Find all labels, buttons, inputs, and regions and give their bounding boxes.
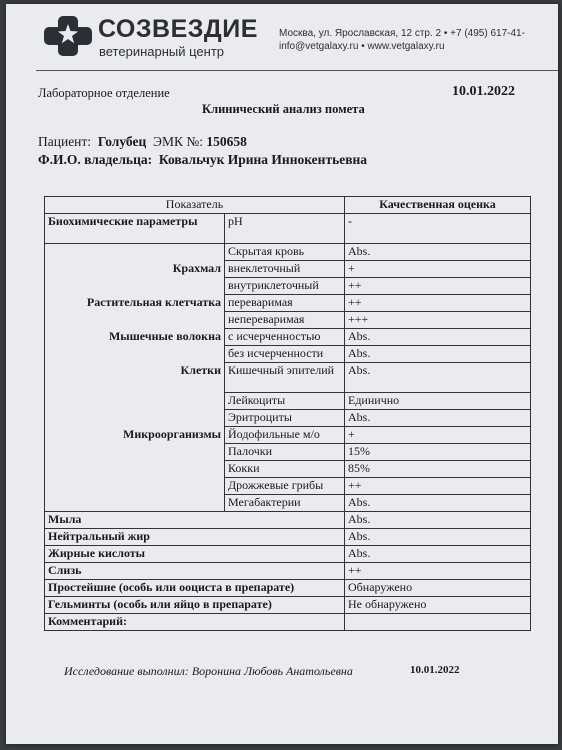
row-value: Abs. [345, 546, 531, 563]
table-row [45, 580, 531, 597]
group-label-muscle: Мышечные волокна [45, 329, 225, 346]
header-divider [36, 70, 558, 71]
department-label: Лабораторное отделение [38, 86, 170, 100]
group-label-starch: Крахмал [45, 261, 225, 278]
row-name: Палочки [225, 444, 345, 461]
table-row [45, 346, 531, 363]
report-title: Клинический анализ помета [202, 102, 365, 116]
emk-label: ЭМК №: [153, 134, 203, 149]
table-row [45, 312, 531, 329]
column-header-indicator: Показатель [45, 197, 345, 214]
row-name: Кишечный эпителий [225, 363, 345, 393]
row-label-mucus: Слизь [45, 563, 225, 580]
row-name: непереваримая [225, 312, 345, 329]
table-row [45, 393, 531, 410]
owner-name: Ковальчук Ирина Иннокентьевна [158, 152, 368, 167]
row-name: Мегабактерии [225, 495, 345, 512]
row-name: переваримая [225, 295, 345, 312]
row-value: ++ [345, 278, 531, 295]
table-row [45, 461, 531, 478]
performer-name: Воронина Любовь Анатольевна [191, 664, 353, 678]
clinic-name: СОЗВЕЗДИЕ [98, 15, 258, 43]
row-name: pH [225, 214, 345, 244]
row-value [345, 614, 531, 631]
row-label-helminths: Гельминты (особь или яйцо в препарате) [45, 597, 345, 614]
table-row [45, 512, 531, 529]
row-name: внеклеточный [225, 261, 345, 278]
row-value: Abs. [345, 529, 531, 546]
row-value: ++ [345, 563, 531, 580]
row-name: Дрожжевые грибы [225, 478, 345, 495]
table-row [45, 597, 531, 614]
owner-line [38, 152, 367, 168]
table-row [45, 495, 531, 512]
row-label-soaps: Мыла [45, 512, 225, 529]
table-row [45, 214, 531, 244]
table-row [45, 478, 531, 495]
table-row [45, 261, 531, 278]
row-value: ++ [345, 478, 531, 495]
clinic-address-phone: Москва, ул. Ярославская, 12 стр. 2 • +7 (495) 617-41- [279, 28, 525, 39]
row-name: внутриклеточный [225, 278, 345, 295]
row-value: Не обнаружено [345, 597, 531, 614]
results-table [44, 196, 531, 631]
table-row [45, 444, 531, 461]
row-name: Кокки [225, 461, 345, 478]
row-label-comment: Комментарий: [45, 614, 345, 631]
table-row [45, 529, 531, 546]
group-label-fiber: Растительная клетчатка [45, 295, 225, 312]
row-value: Abs. [345, 363, 531, 393]
row-value: 85% [345, 461, 531, 478]
table-row [45, 244, 531, 261]
emk-number: 150658 [206, 134, 247, 149]
row-value: Abs. [345, 244, 531, 261]
clinic-logo-icon [44, 16, 92, 56]
table-row [45, 329, 531, 346]
table-row [45, 614, 531, 631]
table-row [45, 295, 531, 312]
row-value: + [345, 261, 531, 278]
row-value: Abs. [345, 512, 531, 529]
row-value: Abs. [345, 329, 531, 346]
row-value: + [345, 427, 531, 444]
column-header-quality: Качественная оценка [345, 197, 531, 214]
report-date: 10.01.2022 [452, 84, 515, 99]
row-name: с исчерченностью [225, 329, 345, 346]
table-row [45, 410, 531, 427]
row-value: ++ [345, 295, 531, 312]
table-row [45, 563, 531, 580]
row-value: Единично [345, 393, 531, 410]
row-label-protozoa: Простейшие (особь или ооциста в препарате) [45, 580, 345, 597]
table-row [45, 427, 531, 444]
clinic-email-website: info@vetgalaxy.ru • www.vetgalaxy.ru [279, 41, 445, 52]
clinic-subtitle: ветеринарный центр [99, 44, 225, 59]
table-row [45, 363, 531, 393]
row-value: +++ [345, 312, 531, 329]
group-label-cells: Клетки [45, 363, 225, 393]
patient-label: Пациент: [38, 134, 92, 149]
group-label-micro: Микроорганизмы [45, 427, 225, 444]
table-header-row [45, 197, 531, 214]
row-value: Обнаружено [345, 580, 531, 597]
patient-line [38, 134, 247, 150]
row-value: Abs. [345, 495, 531, 512]
row-name: без исчерченности [225, 346, 345, 363]
patient-name: Голубец [97, 134, 147, 149]
row-value: - [345, 214, 531, 244]
lab-report-sheet [6, 4, 558, 744]
row-value: Abs. [345, 346, 531, 363]
footer-date: 10.01.2022 [410, 664, 460, 676]
row-label-fatty-acids: Жирные кислоты [45, 546, 225, 563]
row-value: 15% [345, 444, 531, 461]
owner-label: Ф.И.О. владельца: [38, 152, 153, 167]
performed-by-line [64, 664, 353, 679]
group-label-biochem: Биохимические параметры [45, 214, 225, 244]
row-name: Эритроциты [225, 410, 345, 427]
table-row [45, 278, 531, 295]
row-name: Йодофильные м/о [225, 427, 345, 444]
table-row [45, 546, 531, 563]
performed-by-label: Исследование выполнил: [64, 664, 189, 678]
row-name: Скрытая кровь [225, 244, 345, 261]
row-label-neutral-fat: Нейтральный жир [45, 529, 225, 546]
row-name: Лейкоциты [225, 393, 345, 410]
row-value: Abs. [345, 410, 531, 427]
